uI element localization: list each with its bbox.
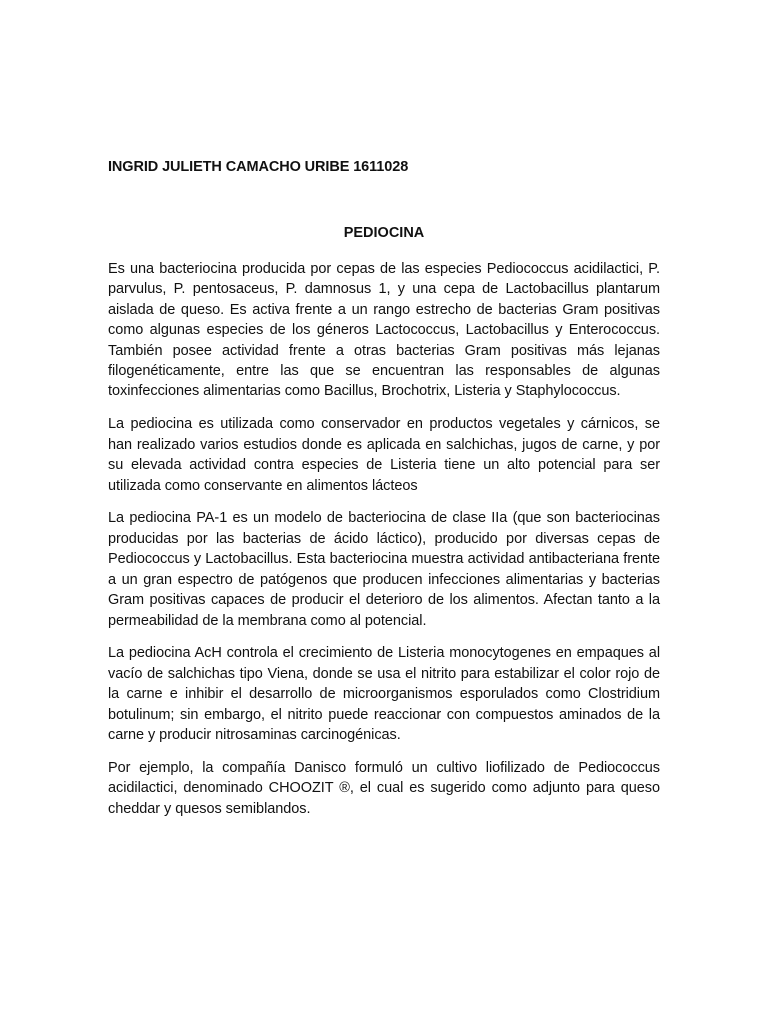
paragraph-2: La pediocina es utilizada como conservador en productos vegetales y cárnicos, se han realizado varios estudios donde es aplicada en salchichas, jugos de carne, y por su elevada actividad contra especies de Listeria tiene un alto potencial para ser utilizada como conservante en alimentos lácteos (108, 416, 660, 494)
paragraph-4: La pediocina AcH controla el crecimiento de Listeria monocytogenes en empaques al vacío de salchichas tipo Viena, donde se usa el nitrito para estabilizar el color rojo de la carne e inhibir el desarrollo de microorganismos esporulados como Clostridium botulinum; sin embargo, el nitrito puede reaccionar con compuestos aminados de la carne y producir nitrosaminas carcinogénicas. (108, 645, 660, 744)
paragraph-1: Es una bacteriocina producida por cepas de las especies Pediococcus acidilactici, P. parvulus, P. pentosaceus, P. damnosus 1, y una cepa de Lactobacillus plantarum aislada de queso. Es activa frente a un rango estrecho de bacterias Gram positivas como algunas especies de los géneros Lactococcus, Lactobacillus y Enterococcus. También posee actividad frente a otras bacterias Gram positivas más lejanas filogenéticamente, entre las que se encuentran las responsables de algunas toxinfecciones alimentarias como Bacillus, Brochotrix, Listeria y Staphylococcus. (108, 261, 660, 400)
paragraph-5: Por ejemplo, la compañía Danisco formuló un cultivo liofilizado de Pediococcus acidilactici, denominado CHOOZIT ®, el cual es sugerido como adjunto para queso cheddar y quesos semiblandos. (108, 759, 660, 817)
document-body (108, 259, 660, 832)
paragraph-3: La pediocina PA-1 es un modelo de bacteriocina de clase IIa (que son bacteriocinas producidas por las bacterias de ácido láctico), producido por diversas cepas de Pediococcus y Lactobacillus. Esta bacteriocina muestra actividad antibacteriana frente a un gran espectro de patógenos que producen infecciones alimentarias y bacterias Gram positivas capaces de producir el deterioro de los alimentos. Afectan tanto a la permeabilidad de la membrana como al potencial. (108, 510, 660, 629)
author-line: INGRID JULIETH CAMACHO URIBE 1611028 (108, 159, 409, 175)
document-title: PEDIOCINA (343, 225, 425, 241)
